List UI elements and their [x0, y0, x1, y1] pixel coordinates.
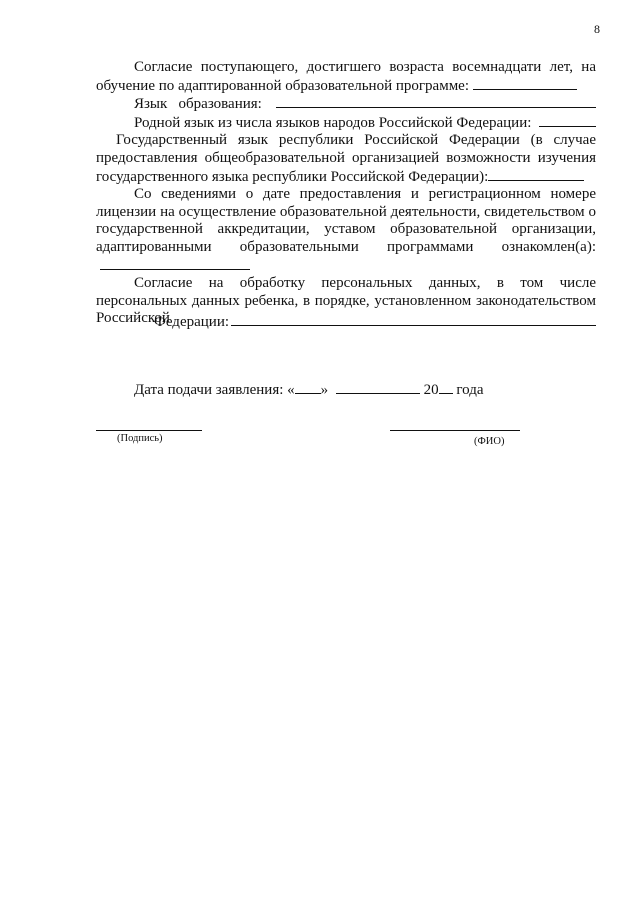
native-language-blank[interactable]	[539, 114, 596, 127]
acquainted-paragraph	[96, 186, 596, 275]
personal-data-tail-label: Федерации:	[154, 314, 230, 330]
acquainted-text: Со сведениями о дате предоставления и регистрационном номере лицензии на осуществление образовательной деятельности, свидетельством о государственной аккредитации, уставом образовательной организации, адаптированными образовательными программами ознакомлен(а):	[96, 186, 596, 255]
personal-data-tail-row	[96, 313, 596, 332]
education-language-row	[96, 95, 596, 114]
day-blank[interactable]	[295, 381, 321, 394]
year-blank[interactable]	[439, 381, 453, 394]
application-date-label: Дата подачи заявления:	[134, 382, 284, 398]
application-form-body	[96, 59, 596, 327]
full-name-line[interactable]	[390, 430, 520, 431]
personal-data-blank[interactable]	[231, 313, 596, 326]
education-language-blank[interactable]	[276, 95, 596, 108]
state-language-paragraph	[96, 132, 596, 186]
full-name-label: (ФИО)	[474, 436, 505, 447]
native-language-row	[96, 114, 596, 133]
consent-adult-blank[interactable]	[473, 77, 577, 90]
education-language-label: Язык образования:	[134, 96, 262, 113]
page-number: 8	[594, 22, 600, 36]
application-date-line	[134, 381, 484, 399]
native-language-label: Родной язык из числа языков народов Российской Федерации:	[134, 114, 532, 131]
year-prefix: 20	[423, 382, 439, 398]
acquainted-blank[interactable]	[100, 257, 250, 270]
consent-adult-text: Согласие поступающего, достигшего возраста восемнадцати лет, на обучение по адаптированной образовательной программе:	[96, 59, 596, 94]
state-language-blank[interactable]	[488, 168, 584, 181]
signature-line[interactable]	[96, 430, 202, 431]
month-blank[interactable]	[336, 381, 420, 394]
signature-label: (Подпись)	[117, 433, 163, 444]
state-language-text: Государственный язык республики Российской Федерации (в случае предоставления общеобразовательной организацией возможности изучения государственного языка республики Российской Федерации):	[96, 132, 596, 185]
date-open-quote: «	[287, 382, 295, 398]
consent-adult-paragraph	[96, 59, 596, 95]
date-close-quote: »	[320, 382, 329, 398]
personal-data-text: Согласие на обработку персональных данных, в том числе персональных данных ребенка, в порядке, установленном законодательством Российской	[96, 275, 596, 327]
year-suffix: года	[456, 382, 484, 398]
